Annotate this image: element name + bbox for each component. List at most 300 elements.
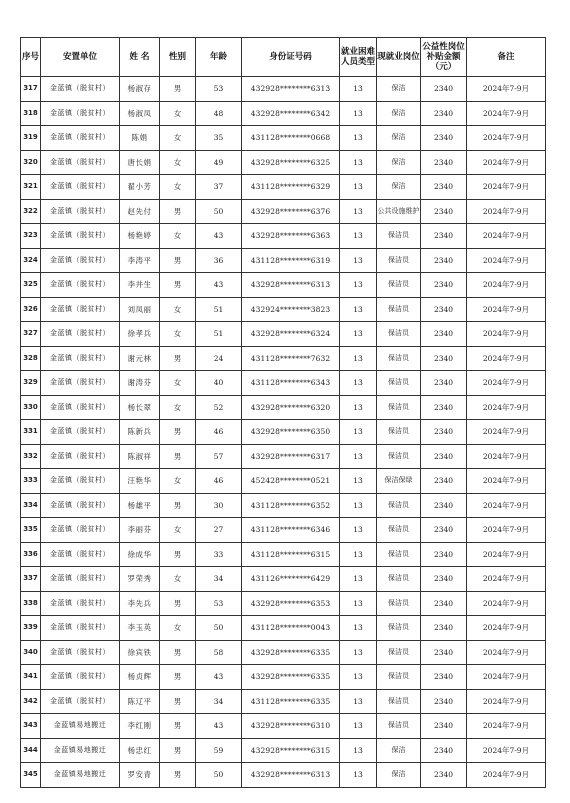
row-note: 2024年7-9月 xyxy=(467,518,546,543)
table-body xyxy=(21,77,546,788)
row-id-number: 432928********6324 xyxy=(242,322,340,347)
table-row xyxy=(21,101,546,126)
table-row xyxy=(21,77,546,102)
row-post: 保洁 xyxy=(377,150,421,175)
row-number: 326 xyxy=(21,297,41,322)
row-age: 33 xyxy=(196,542,242,567)
row-post: 保洁员 xyxy=(377,248,421,273)
row-post: 保洁员 xyxy=(377,640,421,665)
row-amount: 2340 xyxy=(421,175,467,200)
row-id-number: 432928********6310 xyxy=(242,714,340,739)
table-row xyxy=(21,346,546,371)
row-type: 13 xyxy=(340,591,377,616)
row-note: 2024年7-9月 xyxy=(467,297,546,322)
row-post: 保洁员 xyxy=(377,689,421,714)
row-post: 保洁员 xyxy=(377,371,421,396)
row-post: 保洁员 xyxy=(377,542,421,567)
table-row xyxy=(21,444,546,469)
row-name: 杨贞辉 xyxy=(120,665,160,690)
row-amount: 2340 xyxy=(421,395,467,420)
row-age: 46 xyxy=(196,420,242,445)
row-type: 13 xyxy=(340,738,377,763)
row-id-number: 432928********6313 xyxy=(242,763,340,788)
row-unit: 金蓝镇易地搬迁 xyxy=(41,738,120,763)
row-number: 320 xyxy=(21,150,41,175)
row-unit: 金蓝镇（脱贫村） xyxy=(41,371,120,396)
row-unit: 金蓝镇（脱贫村） xyxy=(41,101,120,126)
row-id-number: 432928********6335 xyxy=(242,640,340,665)
row-age: 49 xyxy=(196,150,242,175)
row-name: 陈娟 xyxy=(120,126,160,151)
row-name: 李玉英 xyxy=(120,616,160,641)
header-post: 现就业岗位 xyxy=(377,38,421,77)
row-sex: 男 xyxy=(160,420,196,445)
row-type: 13 xyxy=(340,665,377,690)
row-number: 332 xyxy=(21,444,41,469)
table-row xyxy=(21,469,546,494)
row-note: 2024年7-9月 xyxy=(467,248,546,273)
row-name: 罗安青 xyxy=(120,763,160,788)
table-row xyxy=(21,371,546,396)
row-post: 保洁员 xyxy=(377,395,421,420)
row-number: 342 xyxy=(21,689,41,714)
row-post: 公共设施维护 xyxy=(377,199,421,224)
row-id-number: 432928********6320 xyxy=(242,395,340,420)
header-unit: 安置单位 xyxy=(41,38,120,77)
row-number: 329 xyxy=(21,371,41,396)
row-age: 50 xyxy=(196,763,242,788)
row-note: 2024年7-9月 xyxy=(467,640,546,665)
subsidy-table xyxy=(20,37,546,788)
row-name: 陈新兵 xyxy=(120,420,160,445)
row-name: 杨淑凤 xyxy=(120,101,160,126)
row-post: 保洁员 xyxy=(377,567,421,592)
row-id-number: 431128********7632 xyxy=(242,346,340,371)
row-note: 2024年7-9月 xyxy=(467,395,546,420)
row-unit: 金蓝镇（脱贫村） xyxy=(41,175,120,200)
row-number: 321 xyxy=(21,175,41,200)
row-unit: 金蓝镇（脱贫村） xyxy=(41,665,120,690)
table-row xyxy=(21,420,546,445)
row-amount: 2340 xyxy=(421,665,467,690)
row-amount: 2340 xyxy=(421,444,467,469)
row-amount: 2340 xyxy=(421,297,467,322)
row-note: 2024年7-9月 xyxy=(467,77,546,102)
row-post: 保洁员 xyxy=(377,493,421,518)
row-amount: 2340 xyxy=(421,542,467,567)
row-age: 53 xyxy=(196,591,242,616)
row-amount: 2340 xyxy=(421,199,467,224)
row-type: 13 xyxy=(340,101,377,126)
row-number: 317 xyxy=(21,77,41,102)
row-amount: 2340 xyxy=(421,616,467,641)
row-type: 13 xyxy=(340,371,377,396)
row-post: 保洁保绿 xyxy=(377,469,421,494)
row-id-number: 432928********6376 xyxy=(242,199,340,224)
row-id-number: 431128********0668 xyxy=(242,126,340,151)
row-age: 43 xyxy=(196,714,242,739)
row-type: 13 xyxy=(340,395,377,420)
row-id-number: 431128********6335 xyxy=(242,689,340,714)
row-type: 13 xyxy=(340,420,377,445)
row-id-number: 431128********0043 xyxy=(242,616,340,641)
row-age: 52 xyxy=(196,395,242,420)
header-type: 就业困难人员类型 xyxy=(340,38,377,77)
row-unit: 金蓝镇（脱贫村） xyxy=(41,444,120,469)
row-amount: 2340 xyxy=(421,591,467,616)
row-age: 43 xyxy=(196,224,242,249)
row-amount: 2340 xyxy=(421,224,467,249)
row-name: 谢元林 xyxy=(120,346,160,371)
row-type: 13 xyxy=(340,567,377,592)
row-sex: 男 xyxy=(160,763,196,788)
row-age: 43 xyxy=(196,665,242,690)
row-name: 汪艳华 xyxy=(120,469,160,494)
row-unit: 金蓝镇（脱贫村） xyxy=(41,126,120,151)
row-note: 2024年7-9月 xyxy=(467,371,546,396)
row-type: 13 xyxy=(340,199,377,224)
row-sex: 男 xyxy=(160,665,196,690)
row-unit: 金蓝镇（脱贫村） xyxy=(41,542,120,567)
row-number: 345 xyxy=(21,763,41,788)
row-sex: 男 xyxy=(160,493,196,518)
row-name: 李井生 xyxy=(120,273,160,298)
table-row xyxy=(21,738,546,763)
row-post: 保洁员 xyxy=(377,714,421,739)
row-amount: 2340 xyxy=(421,567,467,592)
row-amount: 2340 xyxy=(421,322,467,347)
row-name: 李丽芬 xyxy=(120,518,160,543)
row-name: 李先兵 xyxy=(120,591,160,616)
row-number: 338 xyxy=(21,591,41,616)
table-row xyxy=(21,763,546,788)
row-name: 罗荣秀 xyxy=(120,567,160,592)
row-type: 13 xyxy=(340,322,377,347)
row-sex: 男 xyxy=(160,689,196,714)
row-note: 2024年7-9月 xyxy=(467,493,546,518)
row-unit: 金蓝镇（脱贫村） xyxy=(41,395,120,420)
row-name: 陈辽平 xyxy=(120,689,160,714)
row-sex: 女 xyxy=(160,150,196,175)
row-note: 2024年7-9月 xyxy=(467,444,546,469)
row-note: 2024年7-9月 xyxy=(467,420,546,445)
row-id-number: 432928********6335 xyxy=(242,665,340,690)
row-type: 13 xyxy=(340,469,377,494)
row-name: 徐成华 xyxy=(120,542,160,567)
header-age: 年龄 xyxy=(196,38,242,77)
row-id-number: 432928********6342 xyxy=(242,101,340,126)
row-id-number: 431128********6352 xyxy=(242,493,340,518)
row-number: 334 xyxy=(21,493,41,518)
row-number: 323 xyxy=(21,224,41,249)
table-row xyxy=(21,248,546,273)
row-type: 13 xyxy=(340,493,377,518)
row-name: 杨淑存 xyxy=(120,77,160,102)
row-id-number: 432928********6313 xyxy=(242,77,340,102)
table-row xyxy=(21,689,546,714)
row-id-number: 432928********6325 xyxy=(242,150,340,175)
row-id-number: 431128********6329 xyxy=(242,175,340,200)
row-note: 2024年7-9月 xyxy=(467,322,546,347)
row-age: 51 xyxy=(196,297,242,322)
row-age: 46 xyxy=(196,469,242,494)
row-age: 59 xyxy=(196,738,242,763)
row-unit: 金蓝镇（脱贫村） xyxy=(41,493,120,518)
row-unit: 金蓝镇（脱贫村） xyxy=(41,469,120,494)
row-number: 324 xyxy=(21,248,41,273)
row-sex: 女 xyxy=(160,297,196,322)
row-id-number: 432928********6363 xyxy=(242,224,340,249)
header-amount: 公益性岗位补贴金额（元） xyxy=(421,38,467,77)
row-amount: 2340 xyxy=(421,248,467,273)
row-unit: 金蓝镇（脱贫村） xyxy=(41,248,120,273)
row-sex: 男 xyxy=(160,248,196,273)
row-age: 30 xyxy=(196,493,242,518)
row-number: 344 xyxy=(21,738,41,763)
table-row xyxy=(21,395,546,420)
row-post: 保洁员 xyxy=(377,322,421,347)
row-sex: 女 xyxy=(160,101,196,126)
row-note: 2024年7-9月 xyxy=(467,224,546,249)
row-type: 13 xyxy=(340,224,377,249)
row-note: 2024年7-9月 xyxy=(467,689,546,714)
row-unit: 金蓝镇（脱贫村） xyxy=(41,224,120,249)
table-row xyxy=(21,224,546,249)
row-type: 13 xyxy=(340,542,377,567)
row-age: 34 xyxy=(196,567,242,592)
table-row xyxy=(21,175,546,200)
row-amount: 2340 xyxy=(421,763,467,788)
row-name: 李红刚 xyxy=(120,714,160,739)
row-amount: 2340 xyxy=(421,493,467,518)
table-row xyxy=(21,150,546,175)
table-row xyxy=(21,493,546,518)
header-note: 备注 xyxy=(467,38,546,77)
row-age: 36 xyxy=(196,248,242,273)
row-number: 327 xyxy=(21,322,41,347)
row-number: 330 xyxy=(21,395,41,420)
row-amount: 2340 xyxy=(421,420,467,445)
row-sex: 男 xyxy=(160,273,196,298)
row-sex: 男 xyxy=(160,640,196,665)
row-post: 保洁 xyxy=(377,77,421,102)
row-id-number: 431126********6429 xyxy=(242,567,340,592)
row-name: 翟小芳 xyxy=(120,175,160,200)
row-type: 13 xyxy=(340,616,377,641)
row-type: 13 xyxy=(340,346,377,371)
row-name: 徐孝兵 xyxy=(120,322,160,347)
table-row xyxy=(21,665,546,690)
row-unit: 金蓝镇（脱贫村） xyxy=(41,77,120,102)
row-post: 保洁员 xyxy=(377,297,421,322)
row-name: 李涛平 xyxy=(120,248,160,273)
row-age: 51 xyxy=(196,322,242,347)
row-age: 58 xyxy=(196,640,242,665)
row-sex: 男 xyxy=(160,77,196,102)
row-sex: 男 xyxy=(160,591,196,616)
row-age: 57 xyxy=(196,444,242,469)
row-name: 陈淑祥 xyxy=(120,444,160,469)
row-amount: 2340 xyxy=(421,738,467,763)
row-sex: 女 xyxy=(160,616,196,641)
row-age: 27 xyxy=(196,518,242,543)
row-unit: 金蓝镇（脱贫村） xyxy=(41,567,120,592)
row-age: 37 xyxy=(196,175,242,200)
row-type: 13 xyxy=(340,273,377,298)
table-row xyxy=(21,297,546,322)
row-name: 杨艳婷 xyxy=(120,224,160,249)
row-amount: 2340 xyxy=(421,126,467,151)
table-row xyxy=(21,714,546,739)
row-unit: 金蓝镇（脱贫村） xyxy=(41,150,120,175)
row-post: 保洁 xyxy=(377,126,421,151)
row-post: 保洁员 xyxy=(377,518,421,543)
row-number: 337 xyxy=(21,567,41,592)
row-number: 319 xyxy=(21,126,41,151)
row-id-number: 452428********0521 xyxy=(242,469,340,494)
row-note: 2024年7-9月 xyxy=(467,175,546,200)
row-age: 53 xyxy=(196,77,242,102)
row-amount: 2340 xyxy=(421,640,467,665)
row-number: 336 xyxy=(21,542,41,567)
row-note: 2024年7-9月 xyxy=(467,542,546,567)
row-unit: 金蓝镇（脱贫村） xyxy=(41,346,120,371)
row-note: 2024年7-9月 xyxy=(467,763,546,788)
table-row xyxy=(21,518,546,543)
row-unit: 金蓝镇（脱贫村） xyxy=(41,322,120,347)
row-number: 335 xyxy=(21,518,41,543)
row-amount: 2340 xyxy=(421,101,467,126)
row-note: 2024年7-9月 xyxy=(467,567,546,592)
row-note: 2024年7-9月 xyxy=(467,738,546,763)
row-post: 保洁 xyxy=(377,738,421,763)
row-note: 2024年7-9月 xyxy=(467,101,546,126)
row-name: 杨长翠 xyxy=(120,395,160,420)
row-unit: 金蓝镇（脱贫村） xyxy=(41,616,120,641)
row-type: 13 xyxy=(340,126,377,151)
row-sex: 女 xyxy=(160,371,196,396)
row-type: 13 xyxy=(340,714,377,739)
row-sex: 女 xyxy=(160,322,196,347)
row-amount: 2340 xyxy=(421,150,467,175)
table-row xyxy=(21,616,546,641)
row-id-number: 432924********3823 xyxy=(242,297,340,322)
row-type: 13 xyxy=(340,518,377,543)
row-post: 保洁员 xyxy=(377,616,421,641)
row-sex: 男 xyxy=(160,738,196,763)
row-note: 2024年7-9月 xyxy=(467,273,546,298)
row-sex: 男 xyxy=(160,346,196,371)
row-age: 50 xyxy=(196,616,242,641)
row-sex: 男 xyxy=(160,714,196,739)
row-number: 318 xyxy=(21,101,41,126)
row-sex: 女 xyxy=(160,518,196,543)
row-unit: 金蓝镇易地搬迁 xyxy=(41,714,120,739)
table-row xyxy=(21,322,546,347)
row-amount: 2340 xyxy=(421,689,467,714)
row-type: 13 xyxy=(340,444,377,469)
row-note: 2024年7-9月 xyxy=(467,591,546,616)
row-amount: 2340 xyxy=(421,469,467,494)
row-amount: 2340 xyxy=(421,346,467,371)
row-name: 杨忠红 xyxy=(120,738,160,763)
row-number: 325 xyxy=(21,273,41,298)
row-sex: 女 xyxy=(160,567,196,592)
header-id: 身份证号码 xyxy=(242,38,340,77)
row-age: 50 xyxy=(196,199,242,224)
row-note: 2024年7-9月 xyxy=(467,469,546,494)
row-sex: 女 xyxy=(160,224,196,249)
row-post: 保洁 xyxy=(377,101,421,126)
row-amount: 2340 xyxy=(421,371,467,396)
row-post: 保洁员 xyxy=(377,591,421,616)
row-id-number: 432928********6350 xyxy=(242,420,340,445)
row-type: 13 xyxy=(340,77,377,102)
row-amount: 2340 xyxy=(421,714,467,739)
row-number: 343 xyxy=(21,714,41,739)
row-post: 保洁员 xyxy=(377,665,421,690)
row-number: 339 xyxy=(21,616,41,641)
row-number: 322 xyxy=(21,199,41,224)
row-post: 保洁 xyxy=(377,763,421,788)
row-note: 2024年7-9月 xyxy=(467,150,546,175)
row-age: 48 xyxy=(196,101,242,126)
row-post: 保洁员 xyxy=(377,444,421,469)
row-age: 34 xyxy=(196,689,242,714)
row-unit: 金蓝镇（脱贫村） xyxy=(41,689,120,714)
row-post: 保洁 xyxy=(377,175,421,200)
row-name: 杨雄平 xyxy=(120,493,160,518)
row-unit: 金蓝镇（脱贫村） xyxy=(41,199,120,224)
row-type: 13 xyxy=(340,640,377,665)
row-unit: 金蓝镇（脱贫村） xyxy=(41,518,120,543)
table-row xyxy=(21,199,546,224)
row-number: 333 xyxy=(21,469,41,494)
row-type: 13 xyxy=(340,689,377,714)
row-unit: 金蓝镇（脱贫村） xyxy=(41,297,120,322)
row-number: 341 xyxy=(21,665,41,690)
row-id-number: 432928********6313 xyxy=(242,273,340,298)
row-name: 谢涛芬 xyxy=(120,371,160,396)
row-post: 保洁员 xyxy=(377,346,421,371)
row-note: 2024年7-9月 xyxy=(467,346,546,371)
row-number: 331 xyxy=(21,420,41,445)
row-type: 13 xyxy=(340,150,377,175)
row-post: 保洁员 xyxy=(377,273,421,298)
row-note: 2024年7-9月 xyxy=(467,616,546,641)
row-sex: 男 xyxy=(160,444,196,469)
table-row xyxy=(21,126,546,151)
table-row xyxy=(21,640,546,665)
row-note: 2024年7-9月 xyxy=(467,665,546,690)
row-sex: 男 xyxy=(160,199,196,224)
row-type: 13 xyxy=(340,297,377,322)
row-sex: 女 xyxy=(160,126,196,151)
row-number: 328 xyxy=(21,346,41,371)
row-number: 340 xyxy=(21,640,41,665)
header-name: 姓 名 xyxy=(120,38,160,77)
row-sex: 女 xyxy=(160,469,196,494)
row-type: 13 xyxy=(340,763,377,788)
row-name: 唐长娟 xyxy=(120,150,160,175)
table-row xyxy=(21,591,546,616)
row-type: 13 xyxy=(340,248,377,273)
row-post: 保洁员 xyxy=(377,224,421,249)
row-note: 2024年7-9月 xyxy=(467,126,546,151)
row-age: 35 xyxy=(196,126,242,151)
table-row xyxy=(21,542,546,567)
row-amount: 2340 xyxy=(421,77,467,102)
